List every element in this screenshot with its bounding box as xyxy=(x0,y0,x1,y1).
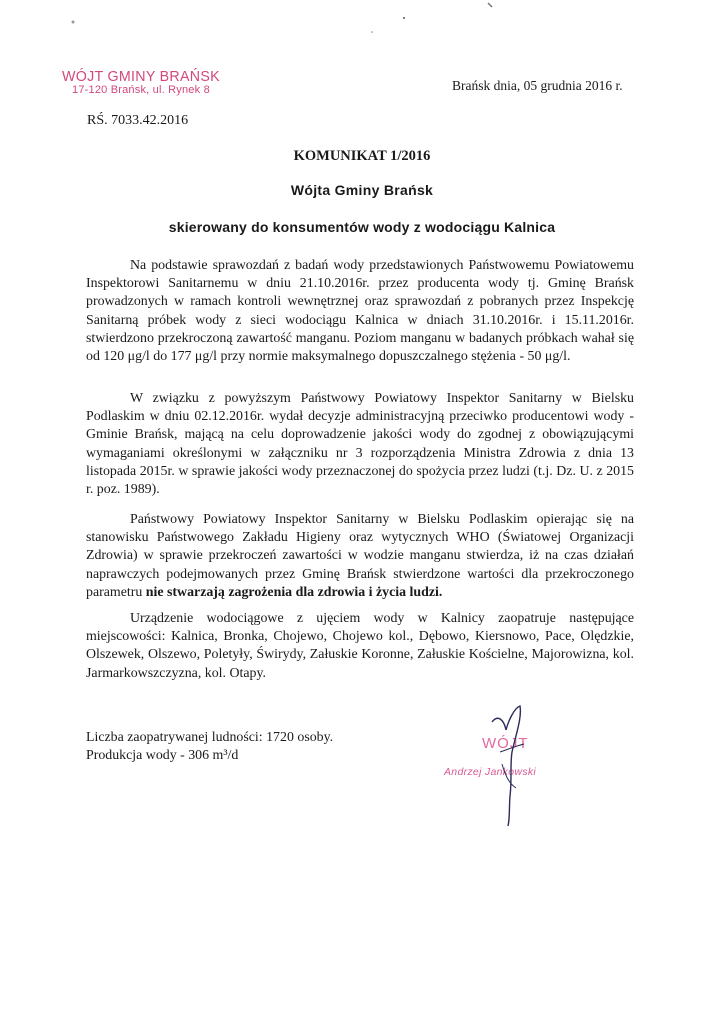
document-issuer: Wójta Gminy Brańsk xyxy=(290,182,434,198)
place-date: Brańsk dnia, 05 grudnia 2016 r. xyxy=(452,78,623,93)
paragraph-3-conclusion: nie stwarzają zagrożenia dla zdrowia i życia ludzi. xyxy=(145,584,443,600)
production-line: Produkcja wody - 306 m³/d xyxy=(86,748,239,763)
stamp-line-1: WÓJT GMINY BRAŃSK xyxy=(62,68,220,85)
paragraph-2 xyxy=(86,390,634,499)
stamp-line-2: 17-120 Brańsk, ul. Rynek 8 xyxy=(72,84,210,96)
signature-name: Andrzej Jankowski xyxy=(444,766,537,778)
signature-block xyxy=(440,700,580,830)
document-addressee: skierowany do konsumentów wody z wodociągu Kalnica xyxy=(168,219,556,235)
reference-number: RŚ. 7033.42.2016 xyxy=(87,113,189,128)
paragraph-4 xyxy=(86,610,634,683)
handwritten-signature xyxy=(440,700,580,830)
supply-stats xyxy=(86,729,333,765)
paragraph-1-text: Na podstawie sprawozdań z badań wody przedstawionych Państwowemu Powiatowemu Inspektorowi Sanitarnemu w dniu 21.10.2016r. przez producenta wody tj. Gminę Brańsk prowadzonych w ramach kontroli wewnętrznej oraz sprawozdań z pobranych przez Inspekcję Sanitarną próbek wody z sieci wodociągu Kalnica w dniach 31.10.2016r. i 15.11.2016r. stwierdzono przekroczoną zawartość manganu. Poziom manganu w badanych próbkach wahał się od 120 μg/l do 177 μg/l przy normie maksymalnego dopuszczalnego stężenia - 50 μg/l. xyxy=(86,258,634,365)
paragraph-1 xyxy=(86,257,634,366)
population-line: Liczba zaopatrywanej ludności: 1720 osoby. xyxy=(86,730,334,745)
paragraph-3 xyxy=(86,511,634,602)
paragraph-3-lead: Państwowy Powiatowy Inspektor Sanitarny w Bielsku Podlaskim opierając się na stanowisku Państwowego Zakładu Higieny oraz wytycznych WHO (Światowej Organizacji Zdrowia) w sprawie przekroczeń zawartości w wodzie manganu stwierdza, iż na czas działań naprawczych podejmowanych przez Gminę Brańsk stwierdzone wartości dla przekroczonego parametru xyxy=(86,512,634,600)
paragraph-3-text xyxy=(86,511,634,602)
paragraph-2-text: W związku z powyższym Państwowy Powiatowy Inspektor Sanitarny w Bielsku Podlaskim w dniu 02.12.2016r. wydał decyzje administracyjną przeciwko producentowi wody - Gminie Brańsk, mającą na celu doprowadzenie jakości wody do zgodnej z obowiązującymi wymaganiami określonymi w załączniku nr 3 rozporządzenia Ministra Zdrowia z dnia 13 listopada 2015r. w sprawie jakości wody przeznaczonej do spożycia przez ludzi (t.j. Dz. U. z 2015 r. poz. 1989). xyxy=(86,391,634,498)
office-stamp xyxy=(62,68,228,96)
document-title: KOMUNIKAT 1/2016 xyxy=(293,148,431,164)
signature-role: WÓJT xyxy=(482,735,529,752)
paragraph-4-text: Urządzenie wodociągowe z ujęciem wody w Kalnicy zaopatruje następujące miejscowości: Kalnica, Bronka, Chojewo, Chojewo kol., Dębowo, Kiersnowo, Pace, Olędzkie, Olszewek, Olszewo, Poletyły, Świrydy, Załuskie Koronne, Załuskie Kościelne, Majorowizna, kol. Jarmarkowszczyzna, kol. Otapy. xyxy=(86,611,634,681)
